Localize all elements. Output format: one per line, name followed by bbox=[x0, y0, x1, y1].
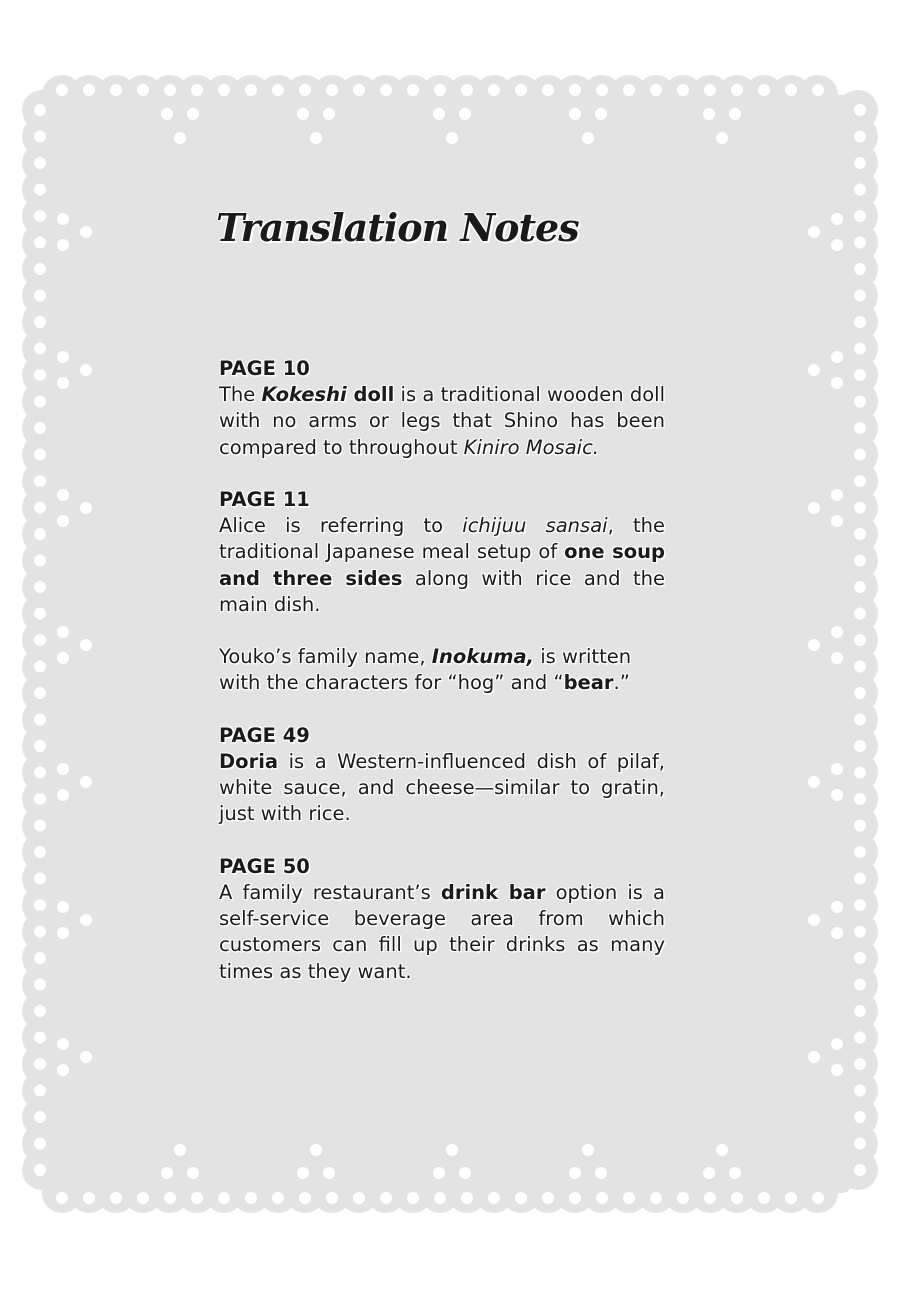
eyelet bbox=[461, 1192, 473, 1204]
eyelet bbox=[704, 84, 716, 96]
eyelet bbox=[854, 979, 866, 991]
eyelet bbox=[56, 1192, 68, 1204]
text-run: , the traditional Japanese meal setup of bbox=[219, 514, 665, 564]
eyelet bbox=[80, 226, 92, 238]
term-ichijuu-sansai: ichijuu sansai bbox=[462, 514, 608, 538]
eyelet bbox=[34, 184, 46, 196]
eyelet bbox=[57, 1038, 69, 1050]
eyelet bbox=[34, 316, 46, 328]
eyelet bbox=[34, 1058, 46, 1070]
eyelet bbox=[297, 1167, 309, 1179]
eyelet bbox=[650, 84, 662, 96]
eyelet bbox=[80, 502, 92, 514]
eyelet bbox=[57, 377, 69, 389]
eyelet bbox=[831, 1064, 843, 1076]
eyelet bbox=[407, 84, 419, 96]
eyelet bbox=[596, 1192, 608, 1204]
eyelet bbox=[808, 1051, 820, 1063]
eyelet bbox=[459, 108, 471, 120]
eyelet bbox=[34, 1085, 46, 1097]
term-bear: bear bbox=[563, 671, 614, 695]
eyelet bbox=[854, 157, 866, 169]
eyelet bbox=[297, 108, 309, 120]
eyelet bbox=[34, 979, 46, 991]
eyelet bbox=[353, 1192, 365, 1204]
eyelet bbox=[191, 84, 203, 96]
text-run: A family restaurant’s bbox=[219, 881, 441, 904]
eyelet bbox=[569, 1167, 581, 1179]
eyelet bbox=[161, 108, 173, 120]
eyelet bbox=[703, 108, 715, 120]
eyelet bbox=[488, 84, 500, 96]
eyelet bbox=[272, 84, 284, 96]
eyelet bbox=[57, 652, 69, 664]
eyelet bbox=[542, 1192, 554, 1204]
eyelet bbox=[650, 1192, 662, 1204]
eyelet bbox=[57, 789, 69, 801]
eyelet bbox=[808, 502, 820, 514]
eyelet bbox=[137, 84, 149, 96]
note-section-page-50 bbox=[219, 854, 665, 985]
eyelet bbox=[808, 776, 820, 788]
eyelet bbox=[57, 213, 69, 225]
eyelet bbox=[80, 914, 92, 926]
eyelet bbox=[677, 84, 689, 96]
eyelet bbox=[57, 489, 69, 501]
eyelet bbox=[407, 1192, 419, 1204]
eyelet bbox=[569, 84, 581, 96]
eyelet bbox=[831, 626, 843, 638]
eyelet bbox=[831, 515, 843, 527]
eyelet bbox=[854, 793, 866, 805]
eyelet bbox=[785, 84, 797, 96]
page-heading: PAGE 49 bbox=[219, 723, 310, 747]
text-run: .” bbox=[613, 671, 630, 695]
term-doria: Doria bbox=[219, 750, 279, 773]
text-run: Alice is referring to bbox=[219, 514, 463, 538]
eyelet bbox=[677, 1192, 689, 1204]
eyelet bbox=[812, 84, 824, 96]
eyelet bbox=[137, 1192, 149, 1204]
eyelet bbox=[854, 475, 866, 487]
eyelet bbox=[854, 1138, 866, 1150]
eyelet bbox=[729, 108, 741, 120]
eyelet bbox=[446, 132, 458, 144]
eyelet bbox=[164, 1192, 176, 1204]
eyelet bbox=[854, 687, 866, 699]
eyelet bbox=[854, 1085, 866, 1097]
page-heading: PAGE 10 bbox=[219, 357, 310, 380]
eyelet bbox=[326, 1192, 338, 1204]
eyelet bbox=[854, 820, 866, 832]
eyelet bbox=[515, 84, 527, 96]
eyelet bbox=[831, 239, 843, 251]
eyelet bbox=[380, 1192, 392, 1204]
eyelet bbox=[34, 926, 46, 938]
eyelet bbox=[34, 740, 46, 752]
eyelet bbox=[34, 528, 46, 540]
eyelet bbox=[174, 132, 186, 144]
eyelet bbox=[854, 1164, 866, 1176]
eyelet bbox=[854, 290, 866, 302]
eyelet bbox=[34, 1164, 46, 1176]
eyelet bbox=[56, 84, 68, 96]
eyelet bbox=[854, 528, 866, 540]
eyelet bbox=[854, 1111, 866, 1123]
eyelet bbox=[854, 104, 866, 116]
eyelet bbox=[854, 899, 866, 911]
eyelet bbox=[854, 555, 866, 567]
page-heading: PAGE 11 bbox=[219, 488, 310, 511]
eyelet bbox=[854, 210, 866, 222]
eyelet bbox=[854, 634, 866, 646]
eyelet bbox=[808, 364, 820, 376]
eyelet bbox=[34, 396, 46, 408]
eyelet bbox=[57, 901, 69, 913]
eyelet bbox=[854, 767, 866, 779]
eyelet bbox=[808, 914, 820, 926]
eyelet bbox=[716, 132, 728, 144]
eyelet bbox=[595, 1167, 607, 1179]
eyelet bbox=[34, 290, 46, 302]
term-drink-bar: drink bar bbox=[440, 881, 546, 904]
eyelet bbox=[80, 776, 92, 788]
eyelet bbox=[299, 1192, 311, 1204]
eyelet bbox=[323, 1167, 335, 1179]
eyelet bbox=[854, 1005, 866, 1017]
eyelet bbox=[34, 475, 46, 487]
eyelet bbox=[326, 84, 338, 96]
eyelet bbox=[854, 449, 866, 461]
eyelet bbox=[831, 927, 843, 939]
eyelet bbox=[854, 369, 866, 381]
eyelet bbox=[218, 84, 230, 96]
eyelet bbox=[34, 820, 46, 832]
eyelet bbox=[80, 364, 92, 376]
eyelet bbox=[83, 84, 95, 96]
eyelet bbox=[569, 1192, 581, 1204]
eyelet bbox=[57, 351, 69, 363]
eyelet bbox=[34, 555, 46, 567]
eyelet bbox=[323, 108, 335, 120]
eyelet bbox=[854, 184, 866, 196]
eyelet bbox=[595, 108, 607, 120]
eyelet bbox=[34, 661, 46, 673]
eyelet bbox=[854, 263, 866, 275]
eyelet bbox=[80, 1051, 92, 1063]
eyelet bbox=[446, 1144, 458, 1156]
eyelet bbox=[854, 131, 866, 143]
note-paragraph bbox=[219, 880, 665, 985]
eyelet bbox=[731, 84, 743, 96]
eyelet bbox=[57, 1064, 69, 1076]
eyelet bbox=[831, 652, 843, 664]
eyelet bbox=[831, 901, 843, 913]
eyelet bbox=[83, 1192, 95, 1204]
eyelet bbox=[582, 1144, 594, 1156]
eyelet bbox=[433, 1167, 445, 1179]
eyelet bbox=[623, 84, 635, 96]
eyelet bbox=[758, 84, 770, 96]
eyelet bbox=[542, 84, 554, 96]
eyelet bbox=[57, 515, 69, 527]
eyelet bbox=[703, 1167, 715, 1179]
note-section-page-49 bbox=[219, 723, 665, 828]
eyelet bbox=[110, 84, 122, 96]
eyelet bbox=[704, 1192, 716, 1204]
eyelet bbox=[34, 1032, 46, 1044]
eyelet bbox=[245, 84, 257, 96]
eyelet bbox=[808, 226, 820, 238]
eyelet bbox=[34, 793, 46, 805]
eyelet bbox=[831, 489, 843, 501]
text-run: Youko’s family name, bbox=[219, 645, 432, 669]
eyelet bbox=[434, 1192, 446, 1204]
eyelet bbox=[488, 1192, 500, 1204]
eyelet bbox=[34, 687, 46, 699]
eyelet bbox=[34, 449, 46, 461]
eyelet bbox=[34, 1111, 46, 1123]
eyelet bbox=[110, 1192, 122, 1204]
eyelet bbox=[34, 343, 46, 355]
eyelet bbox=[34, 714, 46, 726]
eyelet bbox=[34, 422, 46, 434]
eyelet bbox=[174, 1144, 186, 1156]
text-run: is a Western-influenced dish of pilaf, white sauce, and cheese—similar to gratin, just with rice. bbox=[219, 750, 665, 826]
note-section-page-10 bbox=[219, 356, 665, 461]
note-section-page-11 bbox=[219, 487, 665, 697]
eyelet bbox=[854, 396, 866, 408]
page-title: Translation Notes bbox=[216, 205, 579, 250]
text-run: The bbox=[219, 383, 262, 407]
eyelet bbox=[459, 1167, 471, 1179]
eyelet bbox=[758, 1192, 770, 1204]
eyelet bbox=[831, 213, 843, 225]
eyelet bbox=[854, 846, 866, 858]
eyelet bbox=[854, 1032, 866, 1044]
eyelet bbox=[34, 237, 46, 249]
eyelet bbox=[854, 422, 866, 434]
eyelet bbox=[623, 1192, 635, 1204]
eyelet bbox=[785, 1192, 797, 1204]
eyelet bbox=[515, 1192, 527, 1204]
eyelet bbox=[854, 343, 866, 355]
eyelet bbox=[596, 84, 608, 96]
eyelet bbox=[80, 639, 92, 651]
eyelet bbox=[808, 639, 820, 651]
eyelet bbox=[161, 1167, 173, 1179]
eyelet bbox=[34, 210, 46, 222]
note-paragraph bbox=[219, 749, 665, 828]
eyelet bbox=[245, 1192, 257, 1204]
eyelet bbox=[164, 84, 176, 96]
title-kiniro-mosaic: Kiniro Mosaic. bbox=[463, 435, 600, 459]
eyelet bbox=[854, 873, 866, 885]
eyelet bbox=[731, 1192, 743, 1204]
eyelet bbox=[57, 626, 69, 638]
eyelet bbox=[272, 1192, 284, 1204]
page-heading: PAGE 50 bbox=[219, 854, 310, 878]
note-paragraph bbox=[219, 382, 665, 461]
eyelet bbox=[34, 263, 46, 275]
eyelet bbox=[191, 1192, 203, 1204]
eyelet bbox=[218, 1192, 230, 1204]
eyelet bbox=[854, 1058, 866, 1070]
eyelet bbox=[854, 608, 866, 620]
eyelet bbox=[34, 608, 46, 620]
eyelet bbox=[57, 927, 69, 939]
term-doll: doll bbox=[346, 383, 395, 407]
eyelet bbox=[831, 1038, 843, 1050]
eyelet bbox=[310, 1144, 322, 1156]
term-inokuma: Inokuma, bbox=[431, 645, 535, 669]
eyelet bbox=[57, 763, 69, 775]
eyelet bbox=[34, 581, 46, 593]
eyelet bbox=[353, 84, 365, 96]
eyelet bbox=[854, 952, 866, 964]
eyelet bbox=[854, 316, 866, 328]
eyelet bbox=[854, 502, 866, 514]
note-paragraph bbox=[219, 513, 665, 618]
eyelet bbox=[34, 502, 46, 514]
eyelet bbox=[434, 84, 446, 96]
eyelet bbox=[569, 108, 581, 120]
eyelet bbox=[34, 1138, 46, 1150]
term-one-soup-three-sides: one soup and three sides bbox=[219, 540, 665, 590]
text-run: is a traditional wooden doll with no arms or legs that Shino has been compared to throughout bbox=[219, 383, 665, 459]
eyelet bbox=[729, 1167, 741, 1179]
eyelet bbox=[34, 846, 46, 858]
eyelet bbox=[716, 1144, 728, 1156]
eyelet bbox=[461, 84, 473, 96]
eyelet bbox=[34, 634, 46, 646]
eyelet bbox=[854, 740, 866, 752]
eyelet bbox=[34, 131, 46, 143]
eyelet bbox=[57, 239, 69, 251]
note-paragraph bbox=[219, 644, 665, 696]
eyelet bbox=[34, 952, 46, 964]
eyelet bbox=[854, 237, 866, 249]
eyelet bbox=[299, 84, 311, 96]
term-kokeshi: Kokeshi bbox=[261, 383, 347, 407]
eyelet bbox=[34, 767, 46, 779]
eyelet bbox=[831, 351, 843, 363]
eyelet bbox=[310, 132, 322, 144]
eyelet bbox=[34, 1005, 46, 1017]
eyelet bbox=[854, 581, 866, 593]
eyelet bbox=[34, 873, 46, 885]
eyelet bbox=[831, 789, 843, 801]
eyelet bbox=[433, 108, 445, 120]
text-run: is written with the characters for “hog” and “ bbox=[219, 645, 632, 695]
eyelet bbox=[34, 899, 46, 911]
eyelet bbox=[34, 157, 46, 169]
eyelet bbox=[854, 661, 866, 673]
eyelet bbox=[34, 104, 46, 116]
eyelet bbox=[854, 926, 866, 938]
translation-notes bbox=[219, 356, 665, 1011]
text-run: along with rice and the main dish. bbox=[219, 566, 665, 616]
eyelet bbox=[582, 132, 594, 144]
eyelet bbox=[380, 84, 392, 96]
eyelet bbox=[187, 1167, 199, 1179]
eyelet bbox=[34, 369, 46, 381]
eyelet bbox=[854, 714, 866, 726]
eyelet bbox=[831, 377, 843, 389]
text-run: option is a self-service beverage area from which customers can fill up their drinks as many times as they want. bbox=[219, 881, 665, 983]
eyelet bbox=[187, 108, 199, 120]
eyelet bbox=[831, 763, 843, 775]
eyelet bbox=[812, 1192, 824, 1204]
